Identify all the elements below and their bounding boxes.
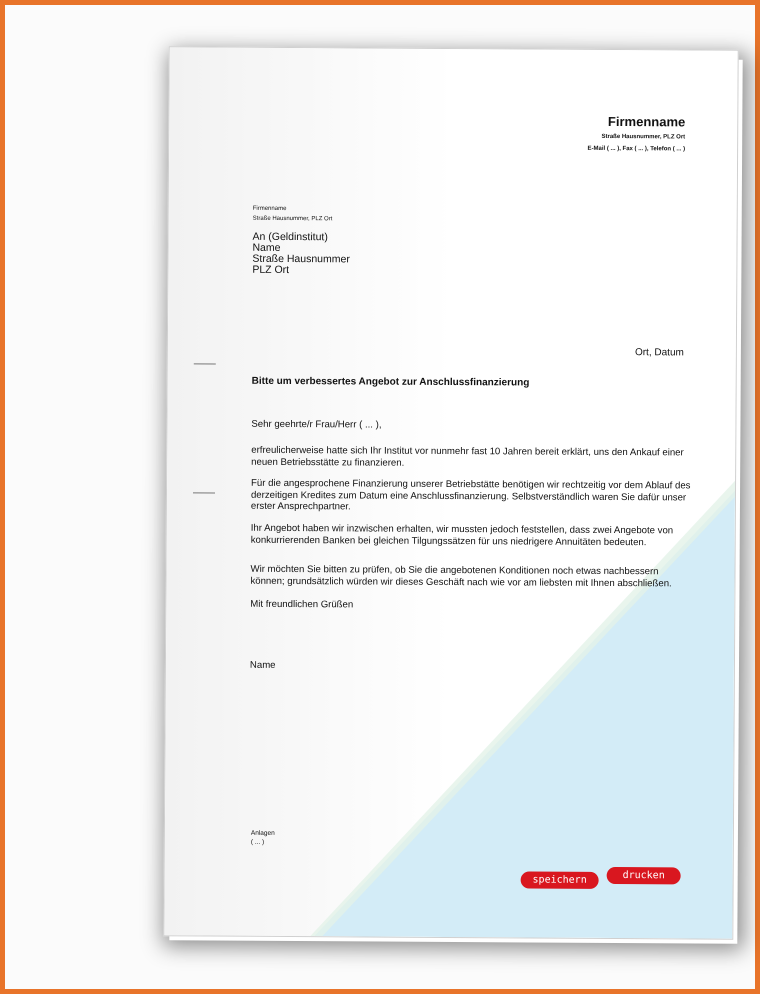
place-date: Ort, Datum <box>634 347 684 359</box>
paragraph-4: Wir möchten Sie bitten zu prüfen, ob Sie die angebotenen Konditionen noch etwas nachbessern können; grundsätzlich würden wir dieses Geschäft nach wie vor am liebsten mit Ihnen abschließen. <box>250 563 672 589</box>
save-button[interactable]: speichern <box>521 871 599 888</box>
recipient-line-2: Name <box>252 241 281 254</box>
print-button[interactable]: drucken <box>607 867 681 884</box>
company-name: Firmenname <box>607 113 686 130</box>
fold-mark-top <box>194 363 216 364</box>
paragraph-3: Ihr Angebot haben wir inzwischen erhalten, wir mussten jedoch feststellen, dass zwei Angebote von konkurrierenden Banken bei gleichen Tilgungssätzen für uns niedrigere Annuitäten bedeuten. <box>250 522 674 548</box>
sender-name: Firmenname <box>252 205 287 212</box>
attachments-value: ( ... ) <box>250 838 265 846</box>
closing: Mit freundlichen Grüßen <box>250 598 354 611</box>
recipient-line-4: PLZ Ort <box>252 263 290 277</box>
signature-name: Name <box>249 659 276 671</box>
letter-page <box>163 46 738 939</box>
salutation: Sehr geehrte/r Frau/Herr ( ... ), <box>251 418 382 431</box>
company-contact: E-Mail ( ... ), Fax ( ... ), Telefon ( ... ) <box>587 145 686 153</box>
attachments-label: Anlagen <box>250 829 275 837</box>
paragraph-1: erfreulicherweise hatte sich Ihr Institut vor nunmehr fast 10 Jahren bereit erklärt, uns den Ankauf einer neuen Betriebsstätte zu finanzieren. <box>251 444 684 469</box>
recipient-line-3: Straße Hausnummer <box>252 252 350 266</box>
fold-mark-bottom <box>193 492 215 493</box>
company-address: Straße Hausnummer, PLZ Ort <box>601 133 686 141</box>
paragraph-2: Für die angesprochene Finanzierung unserer Betriebstätte benötigen wir rechtzeitig vor dem Ablauf des derzeitigen Kredites zum Datum eine Anschlussfinanzierung. Selbstverständlich waren Sie dafür unser erster Ansprechpartner. <box>250 477 691 513</box>
letter-subject: Bitte um verbessertes Angebot zur Anschlussfinanzierung <box>251 375 530 389</box>
sender-address: Straße Hausnummer, PLZ Ort <box>252 215 333 223</box>
recipient-line-1: An (Geldinstitut) <box>252 230 328 244</box>
